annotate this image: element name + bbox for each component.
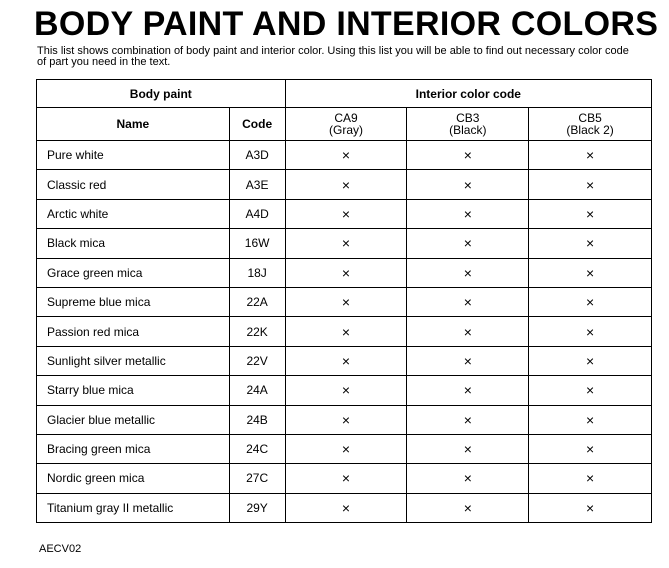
table-row <box>37 141 652 170</box>
compatibility-mark: × <box>285 287 407 316</box>
table-row <box>37 346 652 375</box>
paint-name-cell: Bracing green mica <box>37 434 230 463</box>
compatibility-mark: × <box>407 258 529 287</box>
interior-column-header <box>529 108 652 141</box>
compatibility-mark: × <box>529 493 652 522</box>
paint-name-cell: Passion red mica <box>37 317 230 346</box>
paint-name-cell: Black mica <box>37 229 230 258</box>
paint-code-cell: A4D <box>229 199 285 228</box>
compatibility-mark: × <box>285 229 407 258</box>
paint-name-cell: Arctic white <box>37 199 230 228</box>
paint-code-cell: 24B <box>229 405 285 434</box>
interior-column-header <box>285 108 407 141</box>
compatibility-mark: × <box>529 170 652 199</box>
name-column-header: Name <box>37 108 230 141</box>
table-row <box>37 317 652 346</box>
interior-column-code: CB3 <box>456 111 480 125</box>
page-title: BODY PAINT AND INTERIOR COLORS <box>34 5 659 43</box>
compatibility-mark: × <box>529 464 652 493</box>
compatibility-mark: × <box>285 170 407 199</box>
paint-code-cell: 24C <box>229 434 285 463</box>
intro-text: This list shows combination of body paint and interior color. Using this list you will be able to find out necessary color code of part you need in the text. <box>37 45 629 68</box>
paint-name-cell: Grace green mica <box>37 258 230 287</box>
paint-name-cell: Nordic green mica <box>37 464 230 493</box>
compatibility-mark: × <box>407 141 529 170</box>
compatibility-mark: × <box>285 141 407 170</box>
compatibility-mark: × <box>529 434 652 463</box>
paint-code-cell: 29Y <box>229 493 285 522</box>
compatibility-mark: × <box>529 317 652 346</box>
compatibility-mark: × <box>285 199 407 228</box>
interior-column-header <box>407 108 529 141</box>
compatibility-mark: × <box>529 199 652 228</box>
table-row <box>37 199 652 228</box>
compatibility-mark: × <box>285 405 407 434</box>
compatibility-mark: × <box>529 287 652 316</box>
interior-column-label: (Black 2) <box>566 123 614 137</box>
paint-code-cell: 18J <box>229 258 285 287</box>
compatibility-mark: × <box>285 346 407 375</box>
table-row <box>37 376 652 405</box>
compatibility-mark: × <box>407 199 529 228</box>
compatibility-mark: × <box>285 258 407 287</box>
paint-code-cell: 22V <box>229 346 285 375</box>
table-row <box>37 170 652 199</box>
compatibility-mark: × <box>407 287 529 316</box>
figure-code: AECV02 <box>39 543 82 555</box>
body-paint-header: Body paint <box>37 80 286 108</box>
compatibility-mark: × <box>407 346 529 375</box>
paint-name-cell: Glacier blue metallic <box>37 405 230 434</box>
paint-name-cell: Classic red <box>37 170 230 199</box>
compatibility-mark: × <box>529 229 652 258</box>
interior-column-label: (Gray) <box>329 123 363 137</box>
compatibility-mark: × <box>407 464 529 493</box>
compatibility-mark: × <box>285 434 407 463</box>
compatibility-mark: × <box>407 434 529 463</box>
compatibility-mark: × <box>407 405 529 434</box>
table-row <box>37 493 652 522</box>
compatibility-mark: × <box>285 376 407 405</box>
compatibility-mark: × <box>529 141 652 170</box>
compatibility-mark: × <box>285 317 407 346</box>
table-row <box>37 434 652 463</box>
compatibility-mark: × <box>407 493 529 522</box>
compatibility-mark: × <box>285 464 407 493</box>
paint-code-cell: A3E <box>229 170 285 199</box>
color-table <box>36 79 652 523</box>
compatibility-mark: × <box>407 229 529 258</box>
compatibility-mark: × <box>529 376 652 405</box>
table-row <box>37 405 652 434</box>
compatibility-mark: × <box>529 258 652 287</box>
paint-code-cell: 16W <box>229 229 285 258</box>
interior-color-header: Interior color code <box>285 80 651 108</box>
compatibility-mark: × <box>529 405 652 434</box>
table-row <box>37 287 652 316</box>
paint-code-cell: 24A <box>229 376 285 405</box>
paint-code-cell: 27C <box>229 464 285 493</box>
interior-column-code: CB5 <box>578 111 602 125</box>
compatibility-mark: × <box>407 170 529 199</box>
table-row <box>37 229 652 258</box>
paint-name-cell: Starry blue mica <box>37 376 230 405</box>
paint-name-cell: Sunlight silver metallic <box>37 346 230 375</box>
code-column-header: Code <box>229 108 285 141</box>
paint-code-cell: 22K <box>229 317 285 346</box>
compatibility-mark: × <box>407 317 529 346</box>
interior-column-code: CA9 <box>334 111 358 125</box>
paint-name-cell: Supreme blue mica <box>37 287 230 316</box>
table-row <box>37 258 652 287</box>
paint-code-cell: A3D <box>229 141 285 170</box>
paint-code-cell: 22A <box>229 287 285 316</box>
table-row <box>37 464 652 493</box>
interior-column-label: (Black) <box>449 123 487 137</box>
paint-name-cell: Titanium gray II metallic <box>37 493 230 522</box>
paint-name-cell: Pure white <box>37 141 230 170</box>
compatibility-mark: × <box>529 346 652 375</box>
compatibility-mark: × <box>285 493 407 522</box>
compatibility-mark: × <box>407 376 529 405</box>
